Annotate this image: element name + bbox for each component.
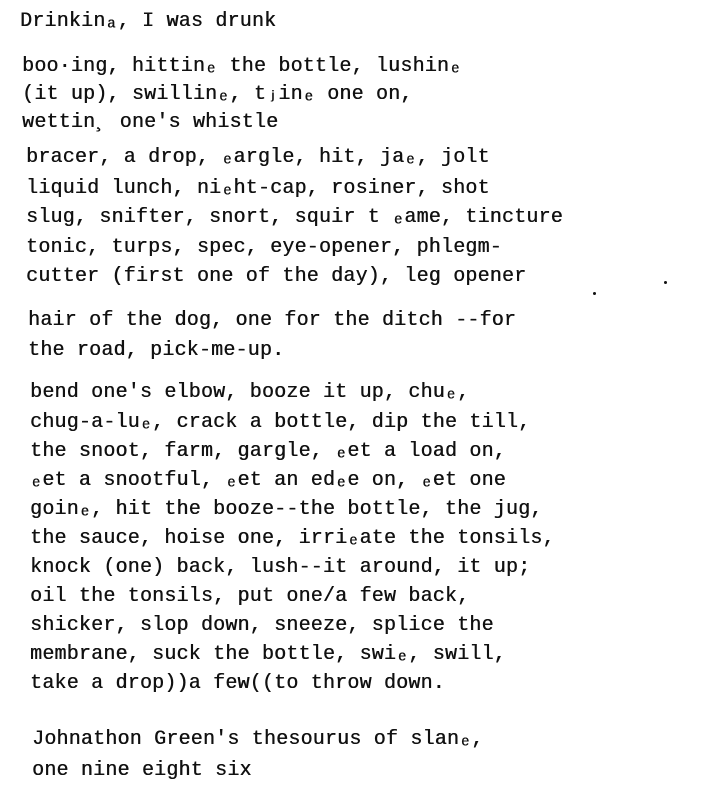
text-line: take a drop))a few((to throw down. [30, 672, 445, 695]
text-line: the snoot, farm, gargle, ₑet a load on, [30, 440, 506, 463]
text-line: bend one's elbow, booze it up, chuₑ, [30, 381, 470, 404]
text-line: chug-a-luₑ, crack a bottle, dip the till, [30, 411, 531, 434]
text-line: oil the tonsils, put one/a few back, [30, 585, 470, 608]
text-line: shicker, slop down, sneeze, splice the [30, 614, 494, 637]
text-line: wettin¸ one's whistle [22, 111, 279, 134]
text-line: boo·ing, hittinₑ the bottle, lushinₑ [22, 55, 462, 78]
text-line: slug, snifter, snort, squir t ₑame, tincture [26, 206, 563, 229]
text-line: liquid lunch, niₑht-cap, rosiner, shot [26, 177, 490, 200]
text-line: bracer, a drop, ₑargle, hit, jaₑ, jolt [26, 146, 490, 169]
text-line: the road, pick-me-up. [28, 339, 285, 362]
text-line: membrane, suck the bottle, swiₑ, swill, [30, 643, 506, 666]
text-line: goinₑ, hit the booze--the bottle, the jug, [30, 498, 543, 521]
text-line: hair of the dog, one for the ditch --for [28, 309, 517, 332]
text-line: tonic, turps, spec, eye-opener, phlegm- [26, 236, 502, 259]
ink-speck [593, 292, 596, 295]
text-line: ₑet a snootful, ₑet an edₑe on, ₑet one [30, 469, 506, 492]
text-line: the sauce, hoise one, irriₑate the tonsils, [30, 527, 555, 550]
ink-speck [664, 281, 667, 284]
text-line-heading: Drinkinₐ, I was drunk [20, 10, 277, 33]
text-line: cutter (first one of the day), leg opener [26, 265, 527, 288]
text-line: (it up), swillinₑ, tⱼinₑ one on, [22, 83, 413, 106]
text-line-attribution: Johnathon Green's thesourus of slanₑ, [32, 728, 484, 751]
text-line: knock (one) back, lush--it around, it up; [30, 556, 531, 579]
text-line-attribution: one nine eight six [32, 759, 252, 782]
